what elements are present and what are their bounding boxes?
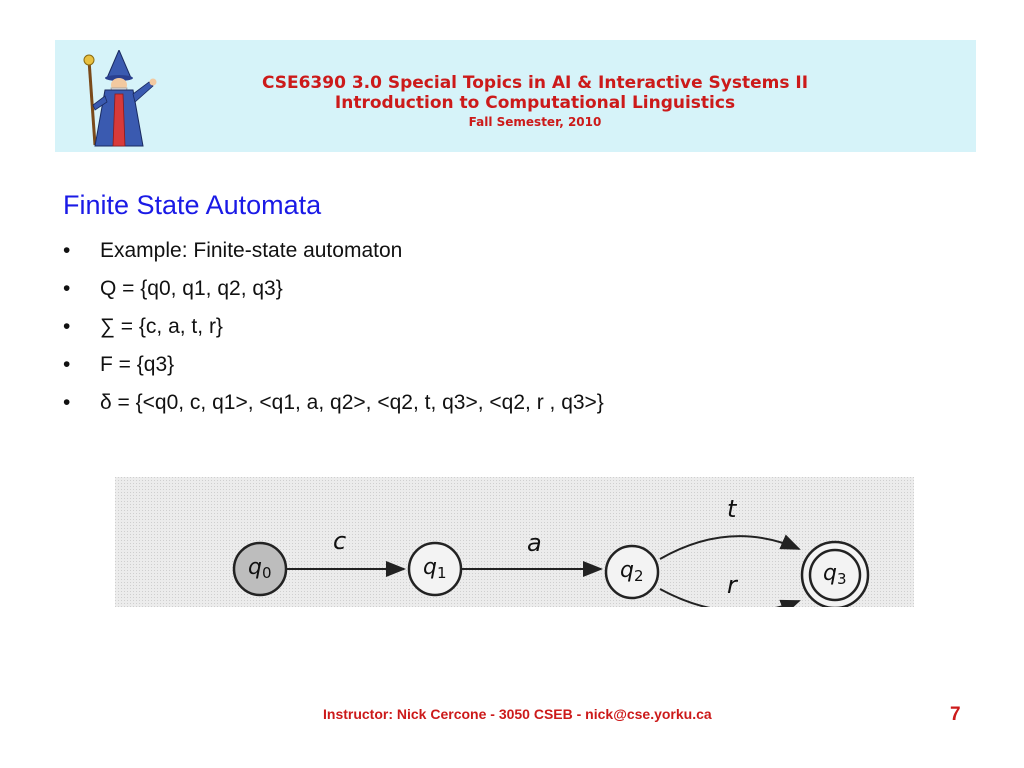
state-subscript: 1: [436, 564, 447, 582]
state-q0: [234, 543, 286, 595]
state-label: q: [248, 555, 262, 580]
semester-label: Fall Semester, 2010: [468, 115, 602, 129]
bullet-dot: •: [63, 315, 71, 338]
bullet-dot: •: [63, 391, 71, 414]
footer-instructor: Instructor: Nick Cercone - 3050 CSEB - nick@cse.yorku.ca: [323, 706, 712, 722]
bullet-dot: •: [63, 353, 71, 376]
transition-label-t: t: [727, 495, 737, 523]
bullet-item: [63, 386, 604, 424]
state-q2: [606, 546, 658, 598]
bullet-dot: •: [63, 277, 71, 300]
bullet-item: [63, 348, 604, 386]
state-q1: [409, 543, 461, 595]
slide-header: [55, 40, 976, 152]
wizard-logo-icon: [75, 50, 163, 148]
bullet-text: ∑ = {c, a, t, r}: [100, 315, 223, 338]
bullet-text: Example: Finite-state automaton: [100, 239, 403, 262]
state-label: q: [423, 555, 437, 580]
bullet-text: δ = {<q0, c, q1>, <q1, a, q2>, <q2, t, q3>, <q2, r , q3>}: [100, 391, 604, 414]
transition-label-a: a: [527, 529, 542, 557]
bullet-dot: •: [63, 239, 71, 262]
bullet-text: Q = {q0, q1, q2, q3}: [100, 277, 283, 300]
bullet-item: [63, 310, 604, 348]
state-label: q: [823, 561, 837, 586]
bullet-item: [63, 234, 604, 272]
bullet-list: [63, 234, 604, 424]
state-label: q: [620, 558, 634, 583]
transition-label-r: r: [727, 571, 737, 599]
fsa-diagram: [115, 477, 914, 607]
course-title: CSE6390 3.0 Special Topics in AI & Interactive Systems II: [261, 73, 809, 93]
bullet-text: F = {q3}: [100, 353, 175, 376]
bullet-item: [63, 272, 604, 310]
course-subtitle: Introduction to Computational Linguistics: [334, 93, 736, 113]
diagram-background: [115, 477, 914, 607]
transition-label-c: c: [333, 527, 347, 555]
header-text: [175, 73, 895, 131]
slide-title: Finite State Automata: [63, 190, 322, 220]
page-number: 7: [950, 704, 961, 725]
state-q3: [802, 542, 868, 607]
state-subscript: 2: [633, 567, 644, 585]
state-subscript: 3: [836, 570, 847, 588]
state-subscript: 0: [261, 564, 272, 582]
